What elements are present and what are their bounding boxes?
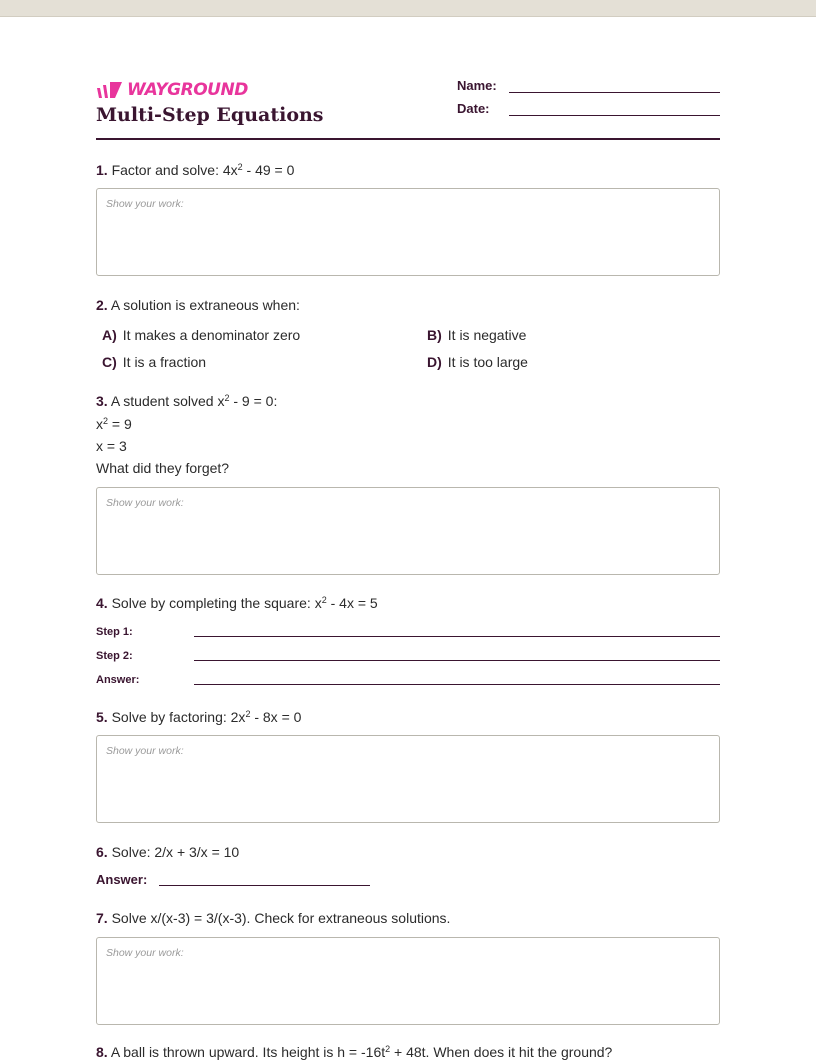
work-line-1 [96, 416, 720, 432]
step-1-label: Step 1: [96, 626, 133, 638]
option-letter: C) [102, 354, 117, 370]
answer-line[interactable] [194, 684, 720, 685]
name-label: Name: [457, 78, 497, 93]
option-text: It is too large [447, 354, 528, 370]
work-text: x [96, 416, 103, 432]
work-box-3[interactable] [96, 487, 720, 575]
option-c[interactable] [102, 354, 206, 370]
option-text: It is a fraction [122, 354, 207, 370]
answer-line[interactable] [159, 885, 370, 886]
option-b[interactable] [427, 327, 526, 343]
work-line-2: x = 3 [96, 438, 127, 454]
page-title: Multi-Step Equations [96, 104, 324, 126]
exponent: 2 [245, 709, 251, 719]
question-number: 3. [96, 393, 108, 409]
question-text: Solve x/(x-3) = 3/(x-3). Check for extraneous solutions. [111, 910, 451, 926]
option-letter: A) [102, 327, 117, 343]
question-number: 2. [96, 297, 108, 313]
question-8 [96, 1044, 720, 1060]
answer-row-6 [96, 872, 376, 888]
option-letter: B) [427, 327, 442, 343]
name-field [457, 78, 720, 93]
work-box-7[interactable] [96, 937, 720, 1025]
wayground-logo-icon [96, 81, 123, 99]
question-text: Solve by factoring: 2x [111, 709, 246, 725]
date-label: Date: [457, 101, 490, 116]
question-text: Solve by completing the square: x [111, 595, 322, 611]
exponent: 2 [224, 393, 230, 403]
exponent: 2 [385, 1044, 391, 1054]
question-number: 4. [96, 595, 108, 611]
question-text: Solve: 2/x + 3/x = 10 [111, 844, 240, 860]
step-2-row [96, 650, 720, 666]
step-2-label: Step 2: [96, 650, 133, 662]
option-text: It is negative [447, 327, 527, 343]
step-1-row [96, 626, 720, 642]
question-5 [96, 709, 720, 725]
question-text: A ball is thrown upward. Its height is h = -16t [110, 1044, 386, 1060]
top-bar [0, 0, 816, 17]
question-text-tail: - 49 = 0 [242, 162, 295, 178]
question-text: Factor and solve: 4x [111, 162, 238, 178]
work-text-tail: = 9 [108, 416, 132, 432]
question-4 [96, 595, 720, 611]
header-divider [96, 138, 720, 140]
question-1 [96, 162, 720, 178]
date-field [457, 101, 720, 116]
work-box-5[interactable] [96, 735, 720, 823]
question-text-tail: - 8x = 0 [250, 709, 302, 725]
question-number: 6. [96, 844, 108, 860]
brand-logo [96, 80, 248, 100]
question-text-tail: - 9 = 0: [229, 393, 278, 409]
exponent: 2 [103, 416, 109, 426]
option-d[interactable] [427, 354, 528, 370]
work-box-1[interactable] [96, 188, 720, 276]
work-placeholder: Show your work: [106, 198, 184, 210]
option-a[interactable] [102, 327, 300, 343]
brand-name: WAYGROUND [127, 80, 248, 100]
question-text: A student solved x [110, 393, 225, 409]
question-number: 5. [96, 709, 108, 725]
work-line-3: What did they forget? [96, 460, 230, 476]
work-placeholder: Show your work: [106, 497, 184, 509]
question-2 [96, 297, 720, 313]
question-text: A solution is extraneous when: [110, 297, 300, 313]
question-3 [96, 393, 720, 409]
question-text-tail: - 4x = 5 [326, 595, 378, 611]
date-input-line[interactable] [509, 102, 720, 116]
step-2-line[interactable] [194, 660, 720, 661]
step-1-line[interactable] [194, 636, 720, 637]
name-input-line[interactable] [509, 79, 720, 93]
answer-label: Answer: [96, 674, 140, 686]
question-number: 1. [96, 162, 108, 178]
question-number: 8. [96, 1044, 108, 1060]
question-6 [96, 844, 720, 860]
answer-row-4 [96, 674, 720, 690]
exponent: 2 [321, 595, 327, 605]
worksheet-header [96, 78, 720, 136]
option-letter: D) [427, 354, 442, 370]
work-placeholder: Show your work: [106, 745, 184, 757]
option-text: It makes a denominator zero [122, 327, 301, 343]
question-7 [96, 910, 720, 926]
answer-label: Answer: [96, 872, 148, 887]
question-number: 7. [96, 910, 108, 926]
exponent: 2 [237, 162, 243, 172]
work-placeholder: Show your work: [106, 947, 184, 959]
question-text-tail: + 48t. When does it hit the ground? [390, 1044, 613, 1060]
